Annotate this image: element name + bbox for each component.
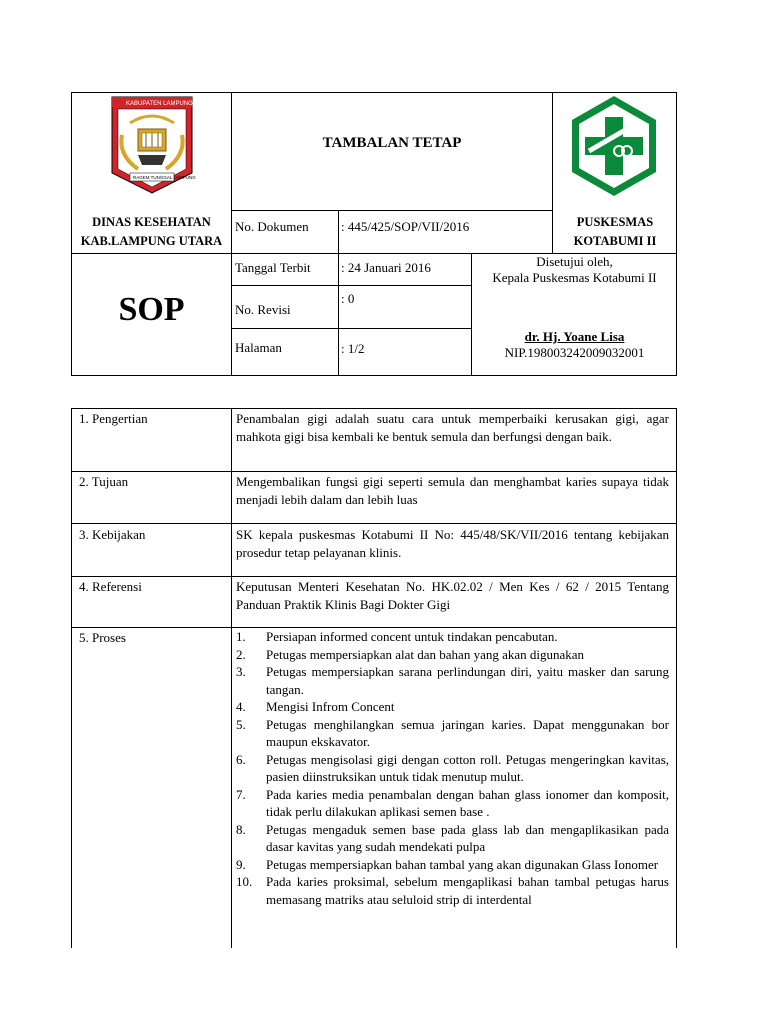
- no-dokumen-label: No. Dokumen: [235, 219, 309, 234]
- content-divider: [71, 471, 677, 472]
- approval-note: Disetujui oleh,: [536, 254, 613, 269]
- step-number: 9.: [236, 856, 246, 872]
- dinas-name: DINAS KESEHATAN: [92, 215, 211, 229]
- content-divider: [71, 576, 677, 577]
- halaman-label: Halaman: [235, 340, 282, 355]
- list-item: [236, 751, 669, 786]
- step-text: Petugas mempersiapkan sarana perlindungan diri, yaitu masker dan sarung tangan.: [266, 664, 669, 697]
- list-item: [236, 698, 669, 716]
- process-steps: [236, 628, 669, 908]
- no-dokumen-value: : 445/425/SOP/VII/2016: [341, 219, 470, 234]
- logo-motto: RAGEM TUNGGAL LAMPUNG: [133, 175, 196, 180]
- puskesmas-logo: [567, 93, 661, 199]
- list-item: [236, 628, 669, 646]
- step-number: 3.: [236, 664, 246, 679]
- step-text: Petugas mengaduk semen base pada glass lab dan mengaplikasikan pada dasar kavitas yang sudah mendekati pulpa: [266, 821, 669, 854]
- tanggal-terbit-value: : 24 Januari 2016: [341, 260, 431, 275]
- puskesmas-name: KOTABUMI II: [573, 234, 657, 248]
- step-number: 8.: [236, 821, 246, 837]
- section-label-tujuan: 2. Tujuan: [79, 474, 129, 489]
- section-body-pengertian: Penambalan gigi adalah suatu cara untuk memperbaiki kerusakan gigi, agar mahkota gigi bisa kembali ke bentuk semula dan berfungsi dengan baik.: [236, 411, 669, 444]
- step-text: Petugas menghilangkan semua jaringan karies. Dapat menggunakan bor maupun ekskavator.: [266, 716, 669, 749]
- list-item: [236, 873, 669, 908]
- section-body-kebijakan: SK kepala puskesmas Kotabumi II No: 445/48/SK/VII/2016 tentang kebijakan prosedur tetap pelayanan klinis.: [236, 527, 669, 560]
- header-divider: [338, 210, 339, 376]
- section-label-referensi: 4. Referensi: [79, 579, 142, 594]
- list-item: [236, 663, 669, 698]
- halaman-value: : 1/2: [341, 341, 365, 356]
- step-text: Persiapan informed concent untuk tindakan pencabutan.: [266, 629, 558, 644]
- step-text: Pada karies media penambalan dengan bahan glass ionomer dan komposit, tidak perlu dilakukan aplikasi semen base .: [266, 786, 669, 819]
- section-body-referensi: Keputusan Menteri Kesehatan No. HK.02.02 / Men Kes / 62 / 2015 Tentang Panduan Praktik Klinis Bagi Dokter Gigi: [236, 579, 669, 612]
- content-divider: [71, 523, 677, 524]
- list-item: [236, 646, 669, 664]
- step-number: 5.: [236, 716, 246, 732]
- approver-nip: NIP.198003242009032001: [504, 345, 645, 360]
- section-label-pengertian: 1. Pengertian: [79, 411, 148, 426]
- no-revisi-label: No. Revisi: [235, 302, 291, 317]
- section-label-proses: 5. Proses: [79, 630, 126, 645]
- list-item: [236, 716, 669, 751]
- document-title: TAMBALAN TETAP: [322, 135, 462, 151]
- step-number: 7.: [236, 786, 246, 802]
- list-item: [236, 786, 669, 821]
- step-number: 10.: [236, 874, 253, 889]
- sop-label: SOP: [118, 291, 185, 328]
- content-divider: [231, 408, 232, 948]
- step-number: 4.: [236, 699, 246, 714]
- step-text: Petugas mempersiapkan alat dan bahan yang akan digunakan: [266, 646, 585, 662]
- step-text: Mengisi Infrom Concent: [266, 699, 395, 714]
- section-body-tujuan: Mengembalikan fungsi gigi seperti semula dan menghambat karies supaya tidak menjadi lebih dalam dan lebih luas: [236, 474, 669, 507]
- step-text: Pada karies proksimal, sebelum mengaplikasi bahan tambal petugas harus memasang matriks atau seluloid strip di interdental: [266, 874, 669, 907]
- header-divider: [231, 285, 471, 286]
- header-divider: [231, 328, 471, 329]
- step-number: 2.: [236, 646, 246, 662]
- step-text: Petugas mengisolasi gigi dengan cotton roll. Petugas mengeringkan kavitas, pasien diinstruksikan untuk tidak menutup mulut.: [266, 751, 669, 784]
- list-item: [236, 856, 669, 874]
- step-text: Petugas mempersiapkan bahan tambal yang akan digunakan Glass Ionomer: [266, 856, 659, 872]
- section-label-kebijakan: 3. Kebijakan: [79, 527, 146, 542]
- step-number: 1.: [236, 629, 246, 644]
- tanggal-terbit-label: Tanggal Terbit: [235, 260, 311, 275]
- dinas-region: KAB.LAMPUNG UTARA: [80, 234, 223, 248]
- lampung-utara-logo: [108, 95, 215, 195]
- puskesmas-label: PUSKESMAS: [576, 215, 654, 229]
- step-number: 6.: [236, 751, 246, 767]
- no-revisi-value: : 0: [341, 291, 355, 306]
- header-divider: [231, 210, 553, 211]
- approval-title: Kepala Puskesmas Kotabumi II: [492, 270, 657, 285]
- logo-lettering: KABUPATEN LAMPUNG UTARA: [126, 101, 215, 107]
- list-item: [236, 821, 669, 856]
- approver-name: dr. Hj. Yoane Lisa: [524, 329, 625, 344]
